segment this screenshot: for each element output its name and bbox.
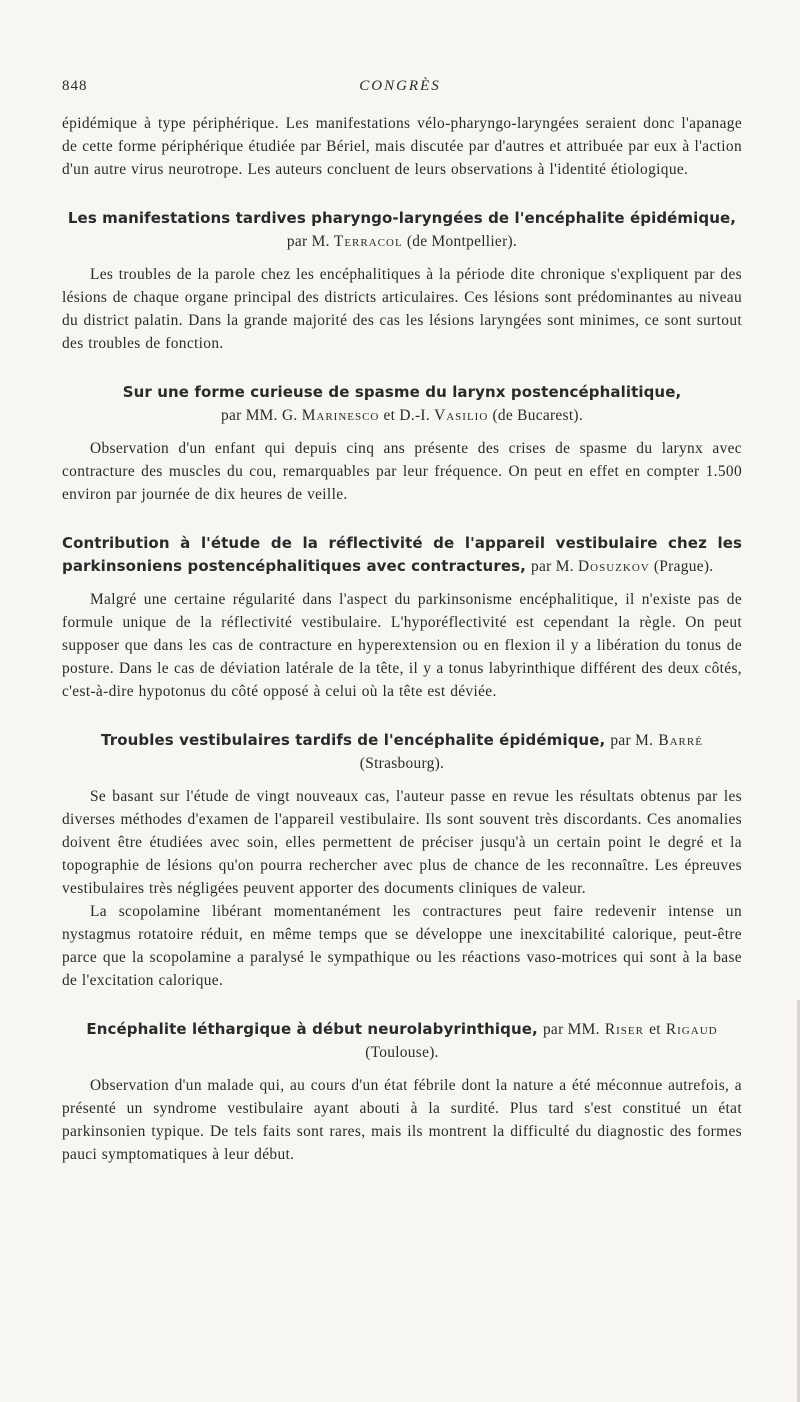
article-heading — [62, 381, 742, 427]
article-title: Encéphalite léthargique à début neurolabyrinthique, — [86, 1020, 538, 1038]
article-title: Les manifestations tardives pharyngo-laryngées de l'encéphalite épidémique, — [67, 209, 737, 227]
author-name-second: Vasilio — [434, 407, 489, 424]
article-heading — [62, 207, 742, 253]
article-paragraph: Malgré une certaine régularité dans l'aspect du parkinsonisme encéphalitique, il n'existe pas de formule unique de la réflectivité vestibulaire. L'hyporéflectivité est cependant la règle. On peut supposer que dans les cas de contracture en hyperextension ou en flexion il y a libération du tonus de posture. Dans le cas de déviation latérale de la tête, il y a tonus labyrinthique différent des deux côtés, c'est-à-dire hypotonus du côté opposé à celui où la tête est déviée. — [62, 591, 742, 700]
article-title: Sur une forme curieuse de spasme du larynx postencéphalitique, — [122, 383, 682, 401]
page-body — [62, 112, 742, 1166]
author-name: Riser — [604, 1021, 644, 1038]
article-paragraph: Observation d'un malade qui, au cours d'un état fébrile dont la nature a été méconnue autrefois, a présenté un syndrome vestibulaire ayant abouti à la surdité. Plus tard s'est constitué un état parkinsonien typique. De tels faits sont rares, mais ils montrent la difficulté du diagnostic des formes pauci symptomatiques à leur début. — [62, 1077, 742, 1163]
author-affiliation: (Toulouse). — [365, 1044, 439, 1061]
byline-prefix: par MM. G. — [221, 407, 298, 424]
article-heading — [62, 532, 742, 578]
article-heading — [62, 1018, 742, 1064]
article-heading — [62, 729, 742, 775]
article-title: Contribution à l'étude de la réflectivité de l'appareil vestibulaire chez les parkinsoniens postencéphalitiques avec contractures, — [62, 534, 742, 575]
article-byline — [62, 404, 742, 427]
article-paragraph: Les troubles de la parole chez les encéphalitiques à la période dite chronique s'expliquent par des lésions de chaque organe principal des districts articulaires. Ces lésions sont prédominantes au niveau du district palatin. Dans la grande majorité des cas les lésions laryngées sont minimes, ce sont surtout des troubles de fonction. — [62, 266, 742, 352]
byline-prefix: par M. — [531, 558, 574, 575]
intro-paragraph: épidémique à type périphérique. Les manifestations vélo-pharyngo-laryngées seraient donc l'apanage de cette forme périphérique étudiée par Bériel, mais discutée par d'autres et attribuée par eux à l'action d'un autre virus neurotrope. Les auteurs concluent de leurs observations à l'identité étiologique. — [62, 115, 742, 178]
article-marinesco — [62, 381, 742, 506]
author-affiliation: (de Bucarest). — [492, 407, 583, 424]
author-name: Barré — [658, 732, 703, 749]
byline-connector: et — [649, 1021, 661, 1038]
byline-prefix: par M. — [610, 732, 654, 749]
running-title: CONGRÈS — [359, 78, 441, 94]
article-barre — [62, 729, 742, 992]
author-name: Marinesco — [301, 407, 380, 424]
byline-prefix: par MM. — [542, 1021, 600, 1038]
author-affiliation: (Strasbourg). — [359, 755, 445, 772]
byline-connector: et D.-I. — [383, 407, 430, 424]
article-riser-rigaud — [62, 1018, 742, 1166]
byline-prefix: par M. — [286, 233, 330, 250]
article-paragraph: La scopolamine libérant momentanément les contractures peut faire redevenir intense un nystagmus rotatoire réduit, en même temps que se développe une inexcitabilité calorique, peut-être parce que la scopolamine a paralysé le sympathique ou les réactions vaso-motrices qui sont à la base de l'excitation calorique. — [62, 903, 742, 989]
author-name-second: Rigaud — [665, 1021, 718, 1038]
article-paragraph: Observation d'un enfant qui depuis cinq ans présente des crises de spasme du larynx avec contracture des muscles du cou, remarquables par leur fréquence. On peut en effet en compter 1.500 environ par journée de dix heures de veille. — [62, 440, 742, 503]
article-dosuzkov — [62, 532, 742, 703]
author-name: Terracol — [333, 233, 403, 250]
article-terracol — [62, 207, 742, 355]
author-affiliation: (de Montpellier). — [406, 233, 518, 250]
article-title: Troubles vestibulaires tardifs de l'encéphalite épidémique, — [101, 731, 606, 749]
page-header — [62, 78, 738, 100]
page-number: 848 — [62, 78, 88, 94]
article-byline — [531, 558, 713, 575]
article-paragraph: Se basant sur l'étude de vingt nouveaux cas, l'auteur passe en revue les résultats obtenus par les diverses méthodes d'examen de l'appareil vestibulaire. Ils sont souvent très discordants. Ces anomalies doivent être étudiées avec soin, elles permettent de préciser jusqu'à un certain point le degré et la topographie de lésions qu'on pourra rechercher avec plus de chance de les reconnaître. Les épreuves vestibulaires très négligées peuvent apporter des documents cliniques de valeur. — [62, 788, 742, 897]
author-name: Dosuzkov — [578, 558, 650, 575]
article-byline — [62, 230, 742, 253]
author-affiliation: (Prague). — [653, 558, 714, 575]
